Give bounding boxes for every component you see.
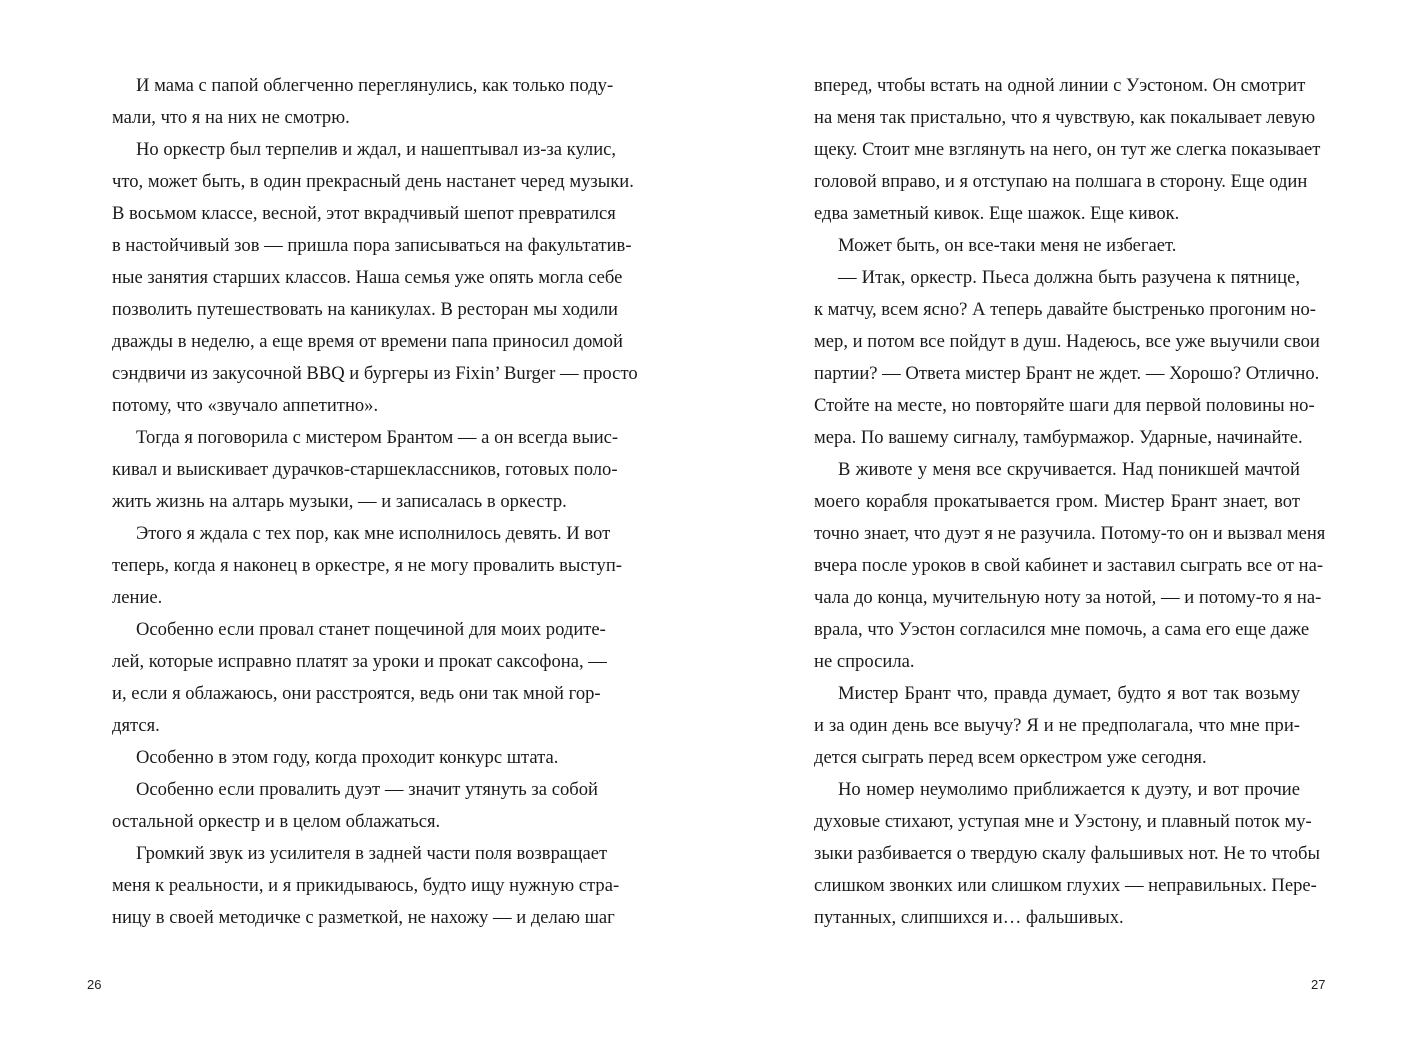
text-line: Громкий звук из усилителя в задней части поля возвращает [136,843,608,864]
text-line: лей, которые исправно платят за уроки и прокат саксофона, — [112,651,607,672]
right-page-number: 27 [1311,977,1326,992]
text-line: моего корабля прокатывается гром. Мистер Брант знает, вот [814,491,1300,512]
text-line: В восьмом классе, весной, этот вкрадчивый шепот превратился [112,203,616,224]
text-line: дется сыграть перед всем оркестром уже сегодня. [814,747,1207,768]
text-line: жить жизнь на алтарь музыки, — и записалась в оркестр. [112,491,567,512]
right-page-text [814,70,1326,934]
text-line: мер, и потом все пойдут в душ. Надеюсь, все уже выучили свои [814,331,1320,352]
text-line: щеку. Стоит мне взглянуть на него, он тут же слегка показывает [814,139,1321,160]
text-line: меня к реальности, и я прикидываюсь, будто ищу нужную стра- [112,875,620,896]
text-line: Стойте на месте, но повторяйте шаги для первой половины но- [814,395,1315,416]
text-line: кивал и выискивает дурачков-старшеклассников, готовых поло- [112,459,618,480]
text-line: мера. По вашему сигналу, тамбурмажор. Ударные, начинайте. [814,427,1303,448]
text-line: В животе у меня все скручивается. Над поникшей мачтой [838,459,1300,480]
text-line: теперь, когда я наконец в оркестре, я не могу провалить выступ- [112,555,622,576]
text-line: к матчу, всем ясно? А теперь давайте быстренько прогоним но- [814,299,1316,320]
text-line: духовые стихают, уступая мне и Уэстону, и плавный поток му- [814,811,1312,832]
text-line: путанных, слипшихся и… фальшивых. [814,907,1124,928]
text-line: — Итак, оркестр. Пьеса должна быть разучена к пятнице, [838,267,1300,288]
text-line: и, если я облажаюсь, они расстроятся, ведь они так мной гор- [112,683,601,704]
text-line: Тогда я поговорила с мистером Брантом — а он всегда выис- [136,427,619,448]
text-line: зыки разбивается о твердую скалу фальшивых нот. Не то чтобы [814,843,1320,864]
text-line: едва заметный кивок. Еще шажок. Еще кивок. [814,203,1180,224]
text-line: партии? — Ответа мистер Брант не ждет. — Хорошо? Отлично. [814,363,1320,384]
text-line: Мистер Брант что, правда думает, будто я вот так возьму [838,683,1300,704]
left-page-text [112,70,638,934]
text-line: Особенно если провалить дуэт — значит утянуть за собой [136,779,598,800]
text-line: позволить путешествовать на каникулах. В ресторан мы ходили [112,299,618,320]
text-line: что, может быть, в один прекрасный день настанет черед музыки. [112,171,634,192]
text-line: Этого я ждала с тех пор, как мне исполнилось девять. И вот [136,523,611,544]
text-line: Но оркестр был терпелив и ждал, и нашептывал из-за кулис, [136,139,617,160]
text-line: точно знает, что дуэт я не разучила. Потому-то он и вызвал меня [814,523,1326,544]
text-line: ницу в своей методичке с разметкой, не нахожу — и делаю шаг [112,907,615,928]
text-line: чала до конца, мучительную ноту за нотой, — и потому-то я на- [814,587,1322,608]
text-line: сэндвичи из закусочной BBQ и бургеры из Fixin’ Burger — просто [112,363,638,384]
text-line: слишком звонких или слишком глухих — неправильных. Пере- [814,875,1317,896]
text-line: ление. [112,587,163,608]
text-line: вперед, чтобы встать на одной линии с Уэстоном. Он смотрит [814,75,1306,96]
text-line: Особенно в этом году, когда проходит конкурс штата. [136,747,559,768]
text-line: ные занятия старших классов. Наша семья уже опять могла себе [112,267,623,288]
text-line: врала, что Уэстон согласился мне помочь, а сама его еще даже [814,619,1310,640]
text-line: дятся. [112,715,160,736]
left-page-number: 26 [87,977,102,992]
text-line: дважды в неделю, а еще время от времени папа приносил домой [112,331,623,352]
text-line: И мама с папой облегченно переглянулись, как только поду- [136,75,614,96]
text-line: головой вправо, и я отступаю на полшага в сторону. Еще один [814,171,1308,192]
text-line: мали, что я на них не смотрю. [112,107,350,128]
text-line: остальной оркестр и в целом облажаться. [112,811,441,832]
text-line: и за один день все выучу? Я и не предполагала, что мне при- [814,715,1300,736]
text-line: Может быть, он все-таки меня не избегает. [838,235,1177,256]
text-line: Особенно если провал станет пощечиной для моих родите- [136,619,606,640]
text-line: в настойчивый зов — пришла пора записываться на факультатив- [112,235,632,256]
text-line: на меня так пристально, что я чувствую, как покалывает левую [814,107,1316,128]
text-line: вчера после уроков в свой кабинет и заставил сыграть все от на- [814,555,1324,576]
text-line: не спросила. [814,651,915,672]
text-line: потому, что «звучало аппетитно». [112,395,379,416]
text-line: Но номер неумолимо приближается к дуэту, и вот прочие [838,779,1300,800]
